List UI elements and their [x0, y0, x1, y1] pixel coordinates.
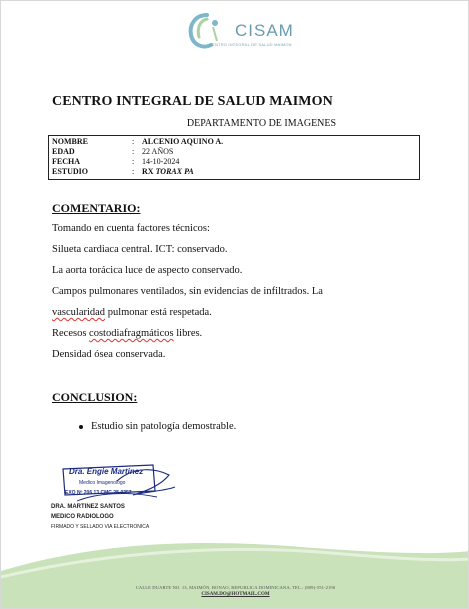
conclusion-text: Estudio sin patología demostrable. [91, 421, 237, 432]
patient-colon: : [132, 157, 135, 166]
comentario-line: Densidad ósea conservada. [52, 349, 166, 360]
stamp-name: Dra. Engie Martinez [69, 467, 144, 476]
conclusion-item [79, 421, 236, 432]
footer-address: CALLE DUARTE NO. 13, MAIMÓN, BONAO, REPUBLICA DOMINICANA, TEL.: (809)-551-2190 [135, 585, 336, 590]
patient-colon: : [132, 137, 135, 146]
stamp-role: Medico Imagenologo [79, 480, 126, 486]
footer-email-link[interactable]: CISAM.DO@HOTMAIL.COM [201, 592, 270, 597]
spellcheck-word: vascularidad [52, 307, 106, 318]
patient-study-value [142, 167, 416, 177]
footer-email [1, 592, 469, 597]
comentario-line [52, 327, 202, 341]
comentario-line [52, 306, 212, 320]
patient-label: FECHA [52, 157, 80, 166]
line-rest: pulmonar está respetada. [105, 307, 212, 318]
line-rest: libres. [173, 328, 203, 339]
patient-colon: : [132, 167, 135, 176]
study-prefix: RX [142, 167, 156, 176]
signer-title: MEDICO RADIOLOGO [51, 514, 114, 520]
patient-name-value: ALCENIO AQUINO A. [142, 137, 224, 146]
logo-tagline: CENTRO INTEGRAL DE SALUD MAIMON [209, 42, 292, 47]
comentario-line: Silueta cardiaca central. ICT: conservado. [52, 244, 228, 255]
signature-note: FIRMADO Y SELLADO VIA ELECTRONICA [51, 524, 150, 530]
bullet-icon [79, 425, 83, 429]
patient-label: EDAD [52, 147, 75, 156]
spellcheck-word: costodiafragmáticos [89, 328, 174, 339]
patient-row-name [52, 137, 416, 147]
patient-info-box [48, 135, 420, 180]
footer-wave [1, 531, 469, 609]
department-title: DEPARTAMENTO DE IMAGENES [186, 118, 337, 129]
patient-row-date [52, 157, 416, 167]
patient-label: ESTUDIO [52, 167, 89, 176]
patient-age-value: 22 AÑOS [142, 147, 174, 156]
patient-date-value: 14-10-2024 [142, 157, 180, 166]
comentario-heading: COMENTARIO: [52, 201, 141, 215]
stamp-registration: EXQ Nº 206 13 CMC 28-0357 [65, 490, 132, 496]
line-pre: Recesos [52, 328, 90, 339]
patient-colon: : [132, 147, 135, 156]
logo-wordmark: CISAM [235, 21, 294, 40]
signer-name: DRA. MARTINEZ SANTOS [51, 504, 125, 510]
comentario-line: Campos pulmonares ventilados, sin evidencias de infiltrados. La [52, 286, 323, 297]
patient-label: NOMBRE [52, 137, 88, 146]
logo-mark-icon [177, 11, 237, 55]
signature-stamp [57, 461, 177, 509]
cisam-logo [177, 11, 297, 55]
conclusion-heading: CONCLUSION: [52, 390, 138, 404]
study-italic: TORAX PA [155, 167, 194, 176]
patient-row-study [52, 167, 416, 177]
org-title: CENTRO INTEGRAL DE SALUD MAIMON [52, 94, 333, 109]
comentario-line: La aorta torácica luce de aspecto conservado. [52, 265, 243, 276]
patient-row-age [52, 147, 416, 157]
comentario-line: Tomando en cuenta factores técnicos: [52, 223, 210, 234]
